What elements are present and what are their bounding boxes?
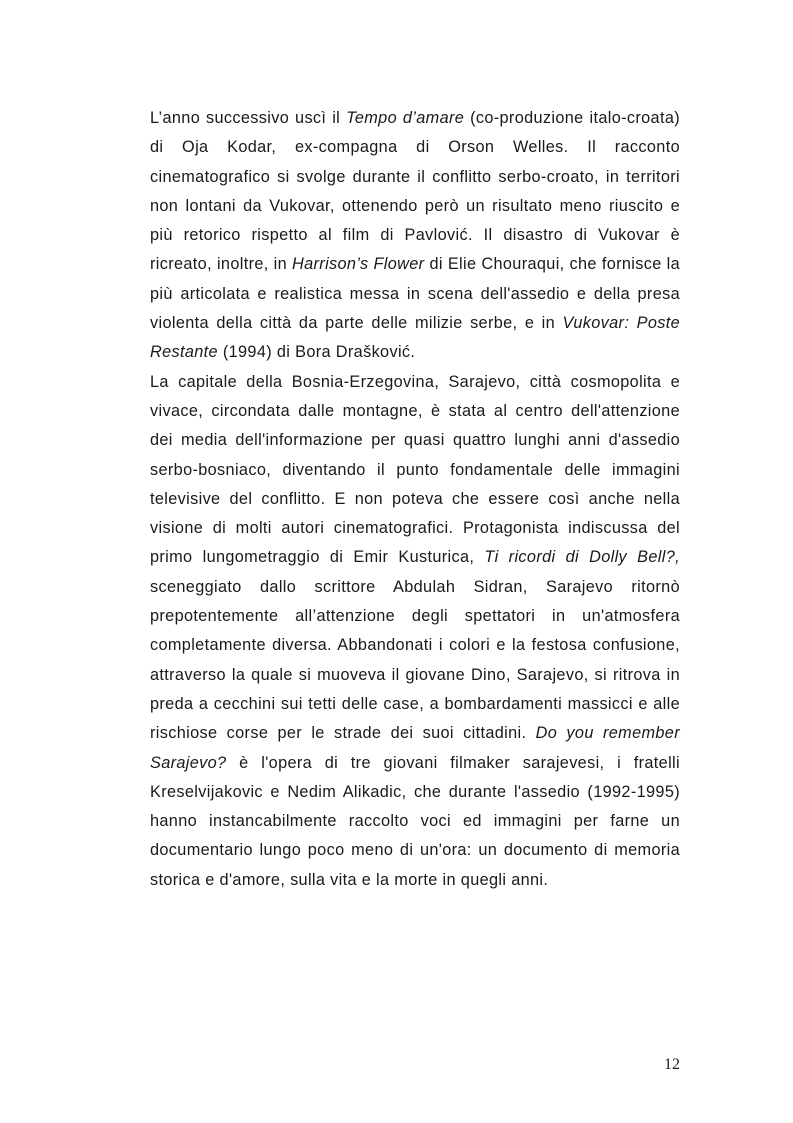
paragraph-2-text-1: La capitale della Bosnia-Erzegovina, Sarajevo, città cosmopolita e vivace, circondata dalle montagne, è stata al centro dell'attenzione dei media dell'informazione per quasi quattro lunghi anni d'assedio serbo-bosniaco, diventando il punto fondamentale delle immagini televisive del conflitto. E non poteva che essere così anche nella visione di molti autori cinematografici. Protagonista indiscussa del primo lungometraggio di Emir Kusturica,	[150, 372, 680, 567]
paragraph-1-text-2: (co-produzione italo-croata) di Oja Kodar, ex-compagna di Orson Welles. Il racconto cinematografico si svolge durante il conflitto serbo-croato, in territori non lontani da Vukovar, ottenendo però un risultato meno riuscito e più retorico rispetto al film di Pavlović. Il disastro di Vukovar è ricreato, inoltre, in	[150, 109, 681, 274]
paragraph-2	[150, 368, 680, 895]
body-text	[150, 104, 680, 895]
film-title-do-you-remember-sarajevo: Do you remember Sarajevo?	[150, 724, 680, 772]
paragraph-2-text-3: è l'opera di tre giovani filmaker sarajevesi, i fratelli Kreselvijakovic e Nedim Alikadic, che durante l'assedio (1992-1995) hanno instancabilmente raccolto voci ed immagini per farne un documentario lungo poco meno di un'ora: un documento di memoria storica e d'amore, sulla vita e la morte in quegli anni.	[150, 753, 680, 889]
paragraph-1	[150, 104, 680, 368]
paragraph-2-text-2: sceneggiato dallo scrittore Abdulah Sidran, Sarajevo ritornò prepotentemente all’attenzione degli spettatori in un'atmosfera completamente diversa. Abbandonati i colori e la festosa confusione, attraverso la quale si muoveva il giovane Dino, Sarajevo, si ritrova in preda a cecchini sui tetti delle case, a bombardamenti massicci e alle rischiose corse per le strade dei suoi cittadini.	[150, 577, 680, 743]
film-title-dolly-bell: Ti ricordi di Dolly Bell?,	[484, 548, 681, 567]
paragraph-1-text-3: di Elie Chouraqui, che fornisce la più articolata e realistica messa in scena dell'assedio e della presa violenta della città da parte delle milizie serbe, e in	[150, 255, 681, 333]
paragraph-1-text-1: L’anno successivo uscì il	[150, 109, 347, 127]
page-number: 12	[664, 1056, 680, 1073]
film-title-tempo-damare: Tempo d’amare	[346, 109, 465, 127]
film-title-harrisons-flower: Harrison’s Flower	[292, 255, 425, 274]
paragraph-1-text-4: (1994) di Bora Drašković.	[217, 343, 416, 362]
film-title-vukovar-poste-restante: Vukovar: Poste Restante	[150, 314, 680, 362]
